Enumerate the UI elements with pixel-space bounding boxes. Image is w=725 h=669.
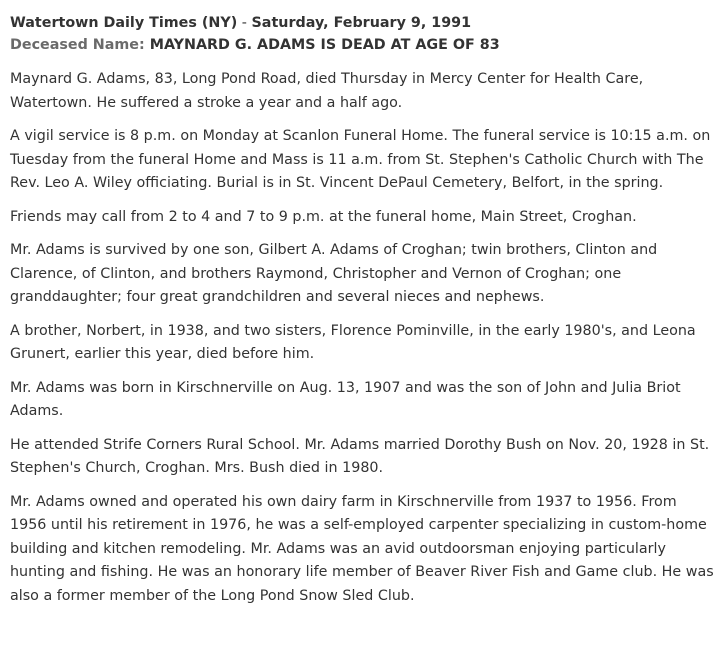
publication-date: Saturday, February 9, 1991 bbox=[251, 15, 472, 31]
obituary-paragraph: Mr. Adams is survived by one son, Gilbert A. Adams of Croghan; twin brothers, Clinton and Clarence, of Clinton, and brothers Raymond, Christopher and Vernon of Croghan; one granddaughter; four great grandchildren and several nieces and nephews. bbox=[10, 242, 658, 305]
obituary-paragraph: Maynard G. Adams, 83, Long Pond Road, died Thursday in Mercy Center for Health Care, Watertown. He suffered a stroke a year and a half ago. bbox=[10, 71, 644, 111]
header-separator: - bbox=[237, 15, 252, 31]
obituary-paragraph: Mr. Adams owned and operated his own dairy farm in Kirschnerville from 1937 to 1956. From 1956 until his retirement in 1976, he was a self-employed carpenter specializing in custom-home building and kitchen remodeling. Mr. Adams was an avid outdoorsman enjoying particularly hunting and fishing. He was an honorary life member of Beaver River Fish and Game club. He was also a former member of the Long Pond Snow Sled Club. bbox=[10, 493, 714, 604]
obituary-paragraph: He attended Strife Corners Rural School. Mr. Adams married Dorothy Bush on Nov. 20, 1928 in St. Stephen's Church, Croghan. Mrs. Bush died in 1980. bbox=[10, 436, 710, 476]
obituary-paragraph: A vigil service is 8 p.m. on Monday at Scanlon Funeral Home. The funeral service is 10:15 a.m. on Tuesday from the funeral Home and Mass is 11 a.m. from St. Stephen's Catholic Church with The Rev. Leo A. Wiley officiating. Burial is in St. Vincent DePaul Cemetery, Belfort, in the spring. bbox=[10, 128, 711, 191]
obituary-body bbox=[10, 68, 715, 608]
publication-name: Watertown Daily Times (NY) bbox=[10, 15, 238, 31]
deceased-label: Deceased Name: bbox=[10, 37, 145, 53]
publication-line bbox=[10, 12, 715, 34]
deceased-line bbox=[10, 34, 715, 56]
obituary-header bbox=[10, 12, 715, 56]
deceased-name: MAYNARD G. ADAMS IS DEAD AT AGE OF 83 bbox=[149, 37, 500, 53]
obituary-paragraph: A brother, Norbert, in 1938, and two sisters, Florence Pominville, in the early 1980's, and Leona Grunert, earlier this year, died before him. bbox=[10, 322, 696, 362]
obituary-paragraph: Friends may call from 2 to 4 and 7 to 9 p.m. at the funeral home, Main Street, Croghan. bbox=[10, 208, 637, 225]
obituary-paragraph: Mr. Adams was born in Kirschnerville on Aug. 13, 1907 and was the son of John and Julia Briot Adams. bbox=[10, 379, 681, 419]
